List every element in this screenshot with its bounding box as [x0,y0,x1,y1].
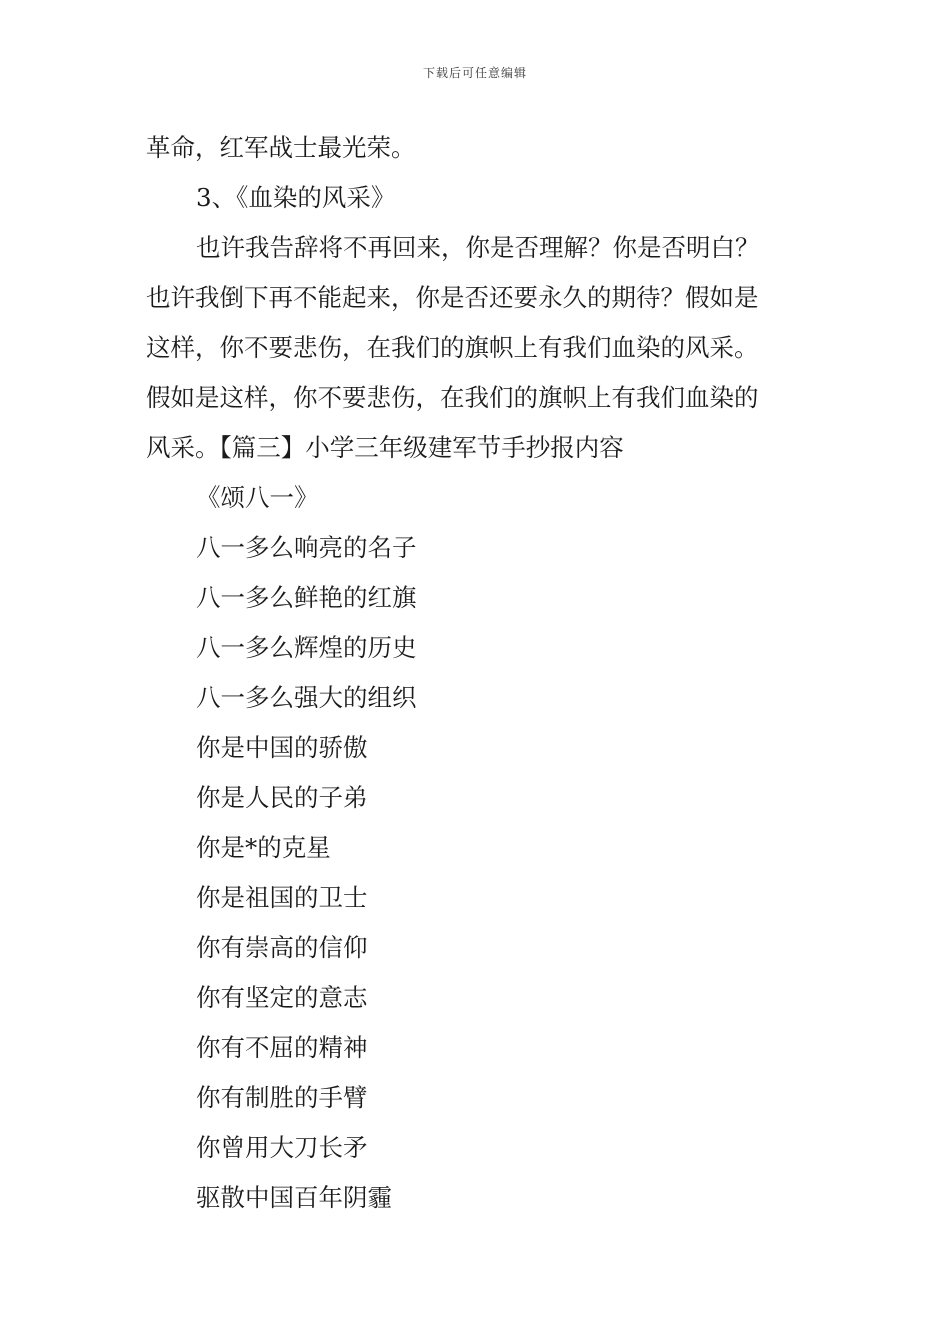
poem-line: 八一多么辉煌的历史 [196,633,417,662]
poem-line: 八一多么强大的组织 [196,683,417,712]
text-line: 也许我告辞将不再回来，你是否理解？你是否明白？ [196,233,760,262]
poem-line: 你是*的克星 [196,833,331,862]
poem-line: 你曾用大刀长矛 [196,1133,368,1162]
poem-line: 你是人民的子弟 [196,783,368,812]
poem-line: 你有不屈的精神 [196,1033,368,1062]
text-line: 革命，红军战士最光荣。 [146,133,416,162]
text-line: 也许我倒下再不能起来，你是否还要永久的期待？假如是 [146,283,759,312]
poem-line: 你是中国的骄傲 [196,733,368,762]
section-heading: 3、《血染的风采》 [196,183,396,212]
poem-line: 你有制胜的手臂 [196,1083,368,1112]
text-line: 这样，你不要悲伤，在我们的旗帜上有我们血染的风采。 [146,333,759,362]
text-line: 假如是这样，你不要悲伤，在我们的旗帜上有我们血染的 [146,383,759,412]
poem-line: 你有坚定的意志 [196,983,368,1012]
poem-line: 驱散中国百年阴霾 [196,1183,392,1212]
poem-line: 你有崇高的信仰 [196,933,368,962]
page-header: 下载后可任意编辑 [422,66,527,80]
text-line: 风采。【篇三】小学三年级建军节手抄报内容 [146,433,624,462]
poem-title: 《颂八一》 [196,483,319,512]
poem-line: 八一多么响亮的名子 [196,533,417,562]
poem-line: 八一多么鲜艳的红旗 [196,583,417,612]
poem-line: 你是祖国的卫士 [196,883,368,912]
